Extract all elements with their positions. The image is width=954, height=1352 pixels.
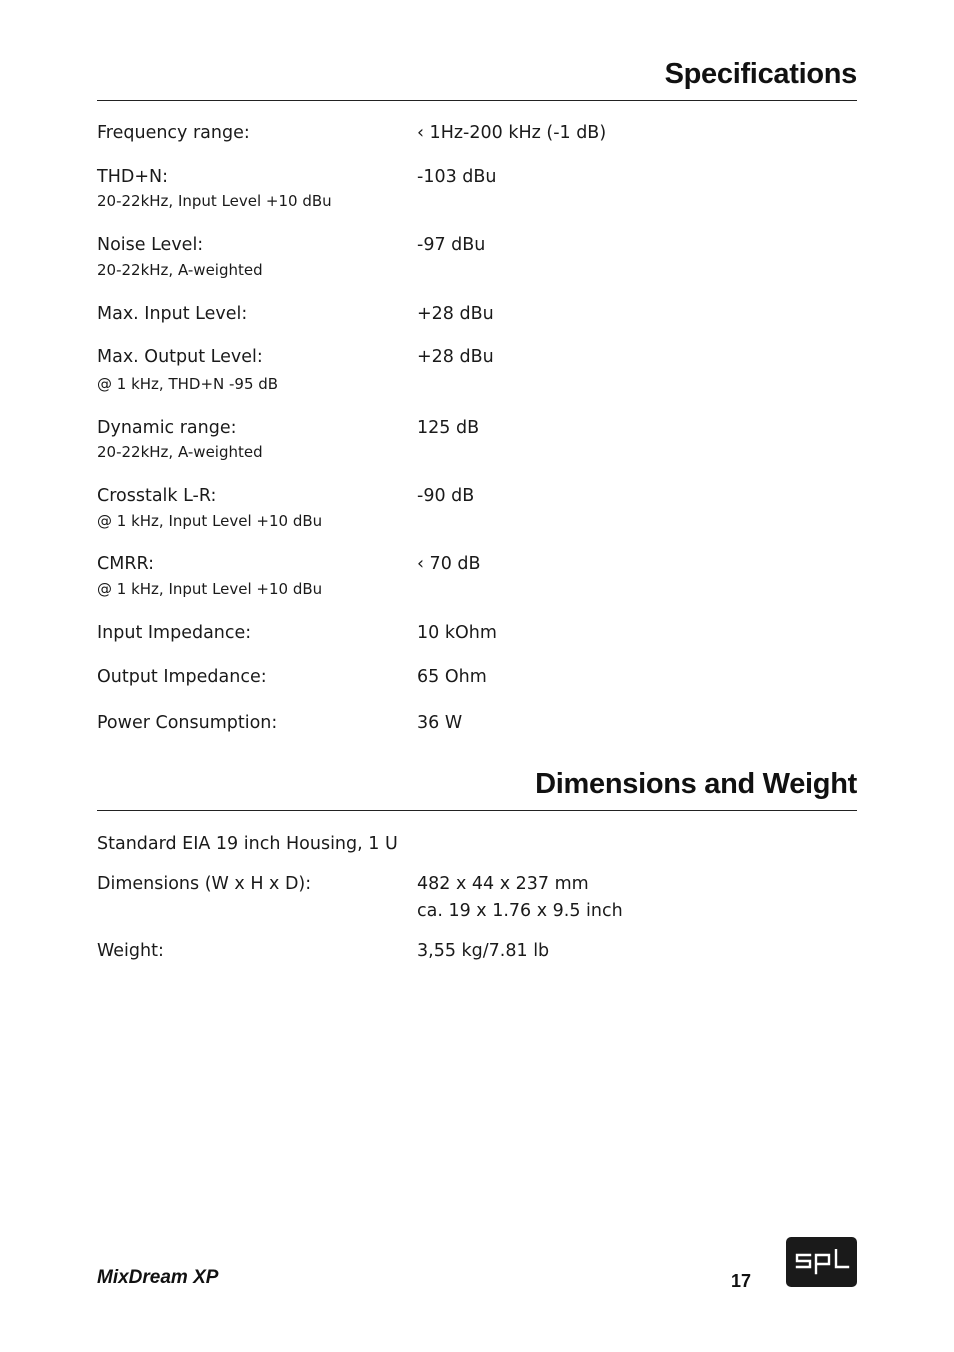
- spec-value: 10 kOhm: [417, 623, 497, 643]
- spec-sublabel: 20-22kHz, Input Level +10 dBu: [97, 192, 332, 210]
- spec-label: Dynamic range:: [97, 418, 237, 438]
- weight-value: 3,55 kg/7.81 lb: [417, 941, 550, 961]
- spec-sublabel: @ 1 kHz, THD+N -95 dB: [97, 375, 279, 393]
- spec-value: 65 Ohm: [417, 667, 487, 687]
- spec-value: +28 dBu: [417, 347, 494, 367]
- spec-label: Output Impedance:: [97, 667, 267, 687]
- dimensions-value-metric: 482 x 44 x 237 mm: [417, 874, 589, 894]
- spec-value: +28 dBu: [417, 304, 494, 324]
- spec-sublabel: 20-22kHz, A-weighted: [97, 443, 263, 461]
- dimensions-label: Dimensions (W x H x D):: [97, 874, 312, 894]
- spl-logo: [786, 1237, 857, 1287]
- spec-label: Input Impedance:: [97, 623, 252, 643]
- spec-value: ‹ 70 dB: [417, 554, 481, 574]
- dimensions-value-imperial: ca. 19 x 1.76 x 9.5 inch: [417, 901, 623, 921]
- spec-label: Max. Output Level:: [97, 347, 263, 367]
- spec-label: Frequency range:: [97, 123, 250, 143]
- page-number: 17: [731, 1271, 752, 1291]
- dimensions-rule: [97, 810, 857, 811]
- weight-label: Weight:: [97, 941, 164, 961]
- housing-text: Standard EIA 19 inch Housing, 1 U: [97, 834, 398, 854]
- spec-sublabel: 20-22kHz, A-weighted: [97, 261, 263, 279]
- specifications-rule: [97, 100, 857, 101]
- spec-value: -103 dBu: [417, 167, 497, 187]
- spl-logo-icon: [793, 1249, 851, 1275]
- spec-value: 125 dB: [417, 418, 480, 438]
- spec-sublabel: @ 1 kHz, Input Level +10 dBu: [97, 512, 323, 530]
- dimensions-title: Dimensions and Weight: [535, 768, 857, 800]
- specifications-title: Specifications: [664, 58, 857, 90]
- spec-value: 36 W: [417, 713, 463, 733]
- spec-label: Noise Level:: [97, 235, 204, 255]
- spec-label: Power Consumption:: [97, 713, 278, 733]
- footer-product-name: MixDream XP: [97, 1267, 219, 1288]
- spec-label: CMRR:: [97, 554, 154, 574]
- spec-sublabel: @ 1 kHz, Input Level +10 dBu: [97, 580, 323, 598]
- spec-label: THD+N:: [97, 167, 168, 187]
- spec-value: -97 dBu: [417, 235, 486, 255]
- spec-value: ‹ 1Hz-200 kHz (-1 dB): [417, 123, 607, 143]
- spec-label: Max. Input Level:: [97, 304, 248, 324]
- spec-value: -90 dB: [417, 486, 475, 506]
- spec-label: Crosstalk L-R:: [97, 486, 217, 506]
